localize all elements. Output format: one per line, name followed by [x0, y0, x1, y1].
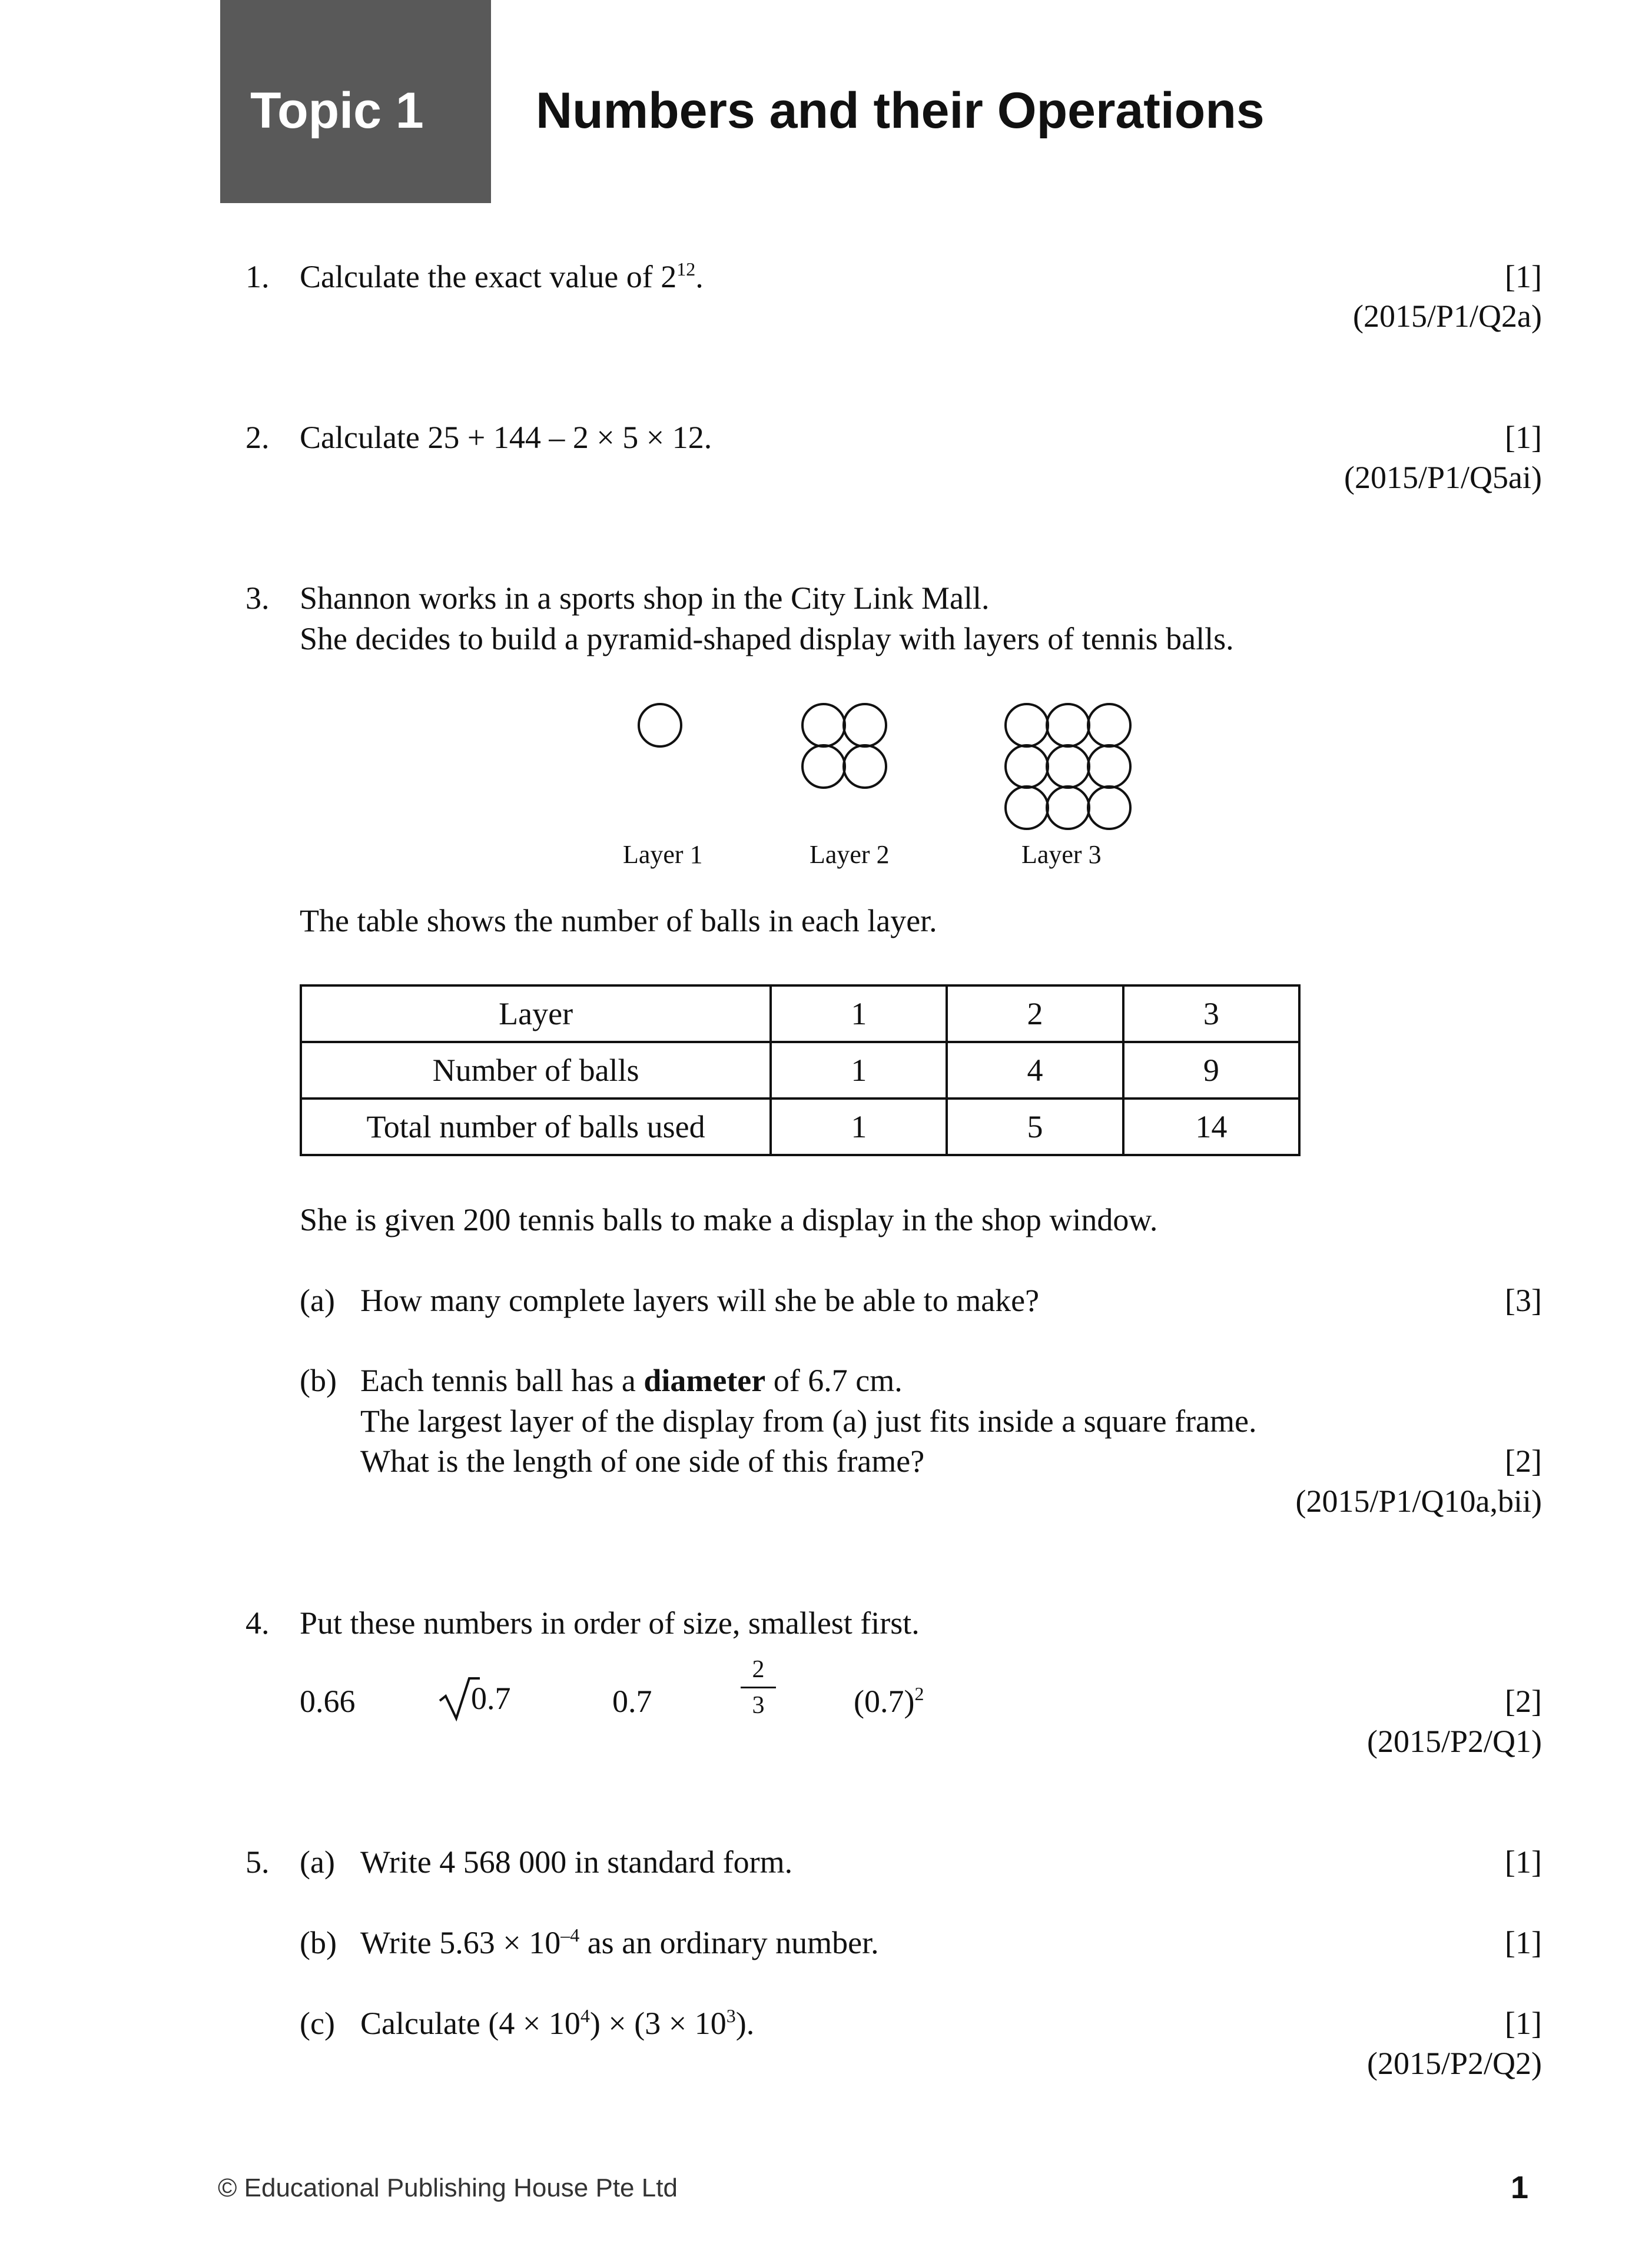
- layer3-ball: [1006, 745, 1048, 788]
- layer3-ball: [1006, 704, 1048, 746]
- table-cell: 1: [771, 985, 947, 1042]
- q4-fraction: [741, 1657, 776, 1718]
- fraction-numerator: 2: [752, 1656, 765, 1683]
- q3b-line1: Each tennis ball has a diameter of 6.7 cm.: [360, 1363, 903, 1398]
- q5-number: 5.: [246, 1844, 270, 1880]
- table-row: [301, 1042, 1299, 1099]
- q3-line1: Shannon works in a sports shop in the City Link Mall.: [300, 580, 990, 616]
- q3b-label: (b): [300, 1363, 337, 1398]
- table-cell: 3: [1123, 985, 1299, 1042]
- q4-number-root: 0.7: [471, 1681, 511, 1716]
- layer3-ball: [1088, 704, 1130, 746]
- q4-reference: (2015/P2/Q1): [1367, 1724, 1542, 1759]
- q5c-label: (c): [300, 2006, 335, 2041]
- table-row: [301, 985, 1299, 1042]
- layer3-ball: [1088, 745, 1130, 788]
- q1-marks: [1]: [1505, 259, 1542, 294]
- layer-2-caption: Layer 2: [810, 840, 890, 869]
- q3a-marks: [3]: [1505, 1283, 1542, 1318]
- layer3-ball: [1088, 786, 1130, 829]
- layer3-ball: [1006, 786, 1048, 829]
- q3b-marks: [2]: [1505, 1443, 1542, 1479]
- q5b-marks: [1]: [1505, 1925, 1542, 1960]
- q4-text: Put these numbers in order of size, smallest first.: [300, 1605, 920, 1641]
- page-title: Numbers and their Operations: [536, 82, 1265, 139]
- q4-number: 4.: [246, 1605, 270, 1641]
- q5b-label: (b): [300, 1925, 337, 1960]
- table-intro: The table shows the number of balls in each layer.: [300, 903, 937, 938]
- q3-number: 3.: [246, 580, 270, 616]
- table-cell: 2: [947, 985, 1123, 1042]
- table-cell: 4: [947, 1042, 1123, 1099]
- q5a-marks: [1]: [1505, 1844, 1542, 1880]
- layer2-ball: [802, 745, 845, 788]
- table-row: [301, 1099, 1299, 1155]
- layer2-ball: [844, 745, 886, 788]
- table-cell: Total number of balls used: [301, 1099, 771, 1155]
- fraction-denominator: 3: [752, 1692, 765, 1719]
- layer1-ball: [639, 704, 681, 746]
- q3b-line2: The largest layer of the display from (a) just fits inside a square frame.: [360, 1403, 1257, 1439]
- q4-number-point-seven: 0.7: [612, 1684, 652, 1719]
- layer-3-caption: Layer 3: [1021, 840, 1102, 869]
- topic-label: Topic 1: [250, 82, 424, 139]
- table-cell: 1: [771, 1099, 947, 1155]
- q3a-label: (a): [300, 1283, 335, 1318]
- layer3-ball: [1047, 786, 1089, 829]
- table-cell: 9: [1123, 1042, 1299, 1099]
- q2-marks: [1]: [1505, 420, 1542, 455]
- q1-text: Calculate the exact value of $2^{12}$.: [300, 258, 704, 294]
- q5c-marks: [1]: [1505, 2006, 1542, 2041]
- layer3-ball: [1047, 745, 1089, 788]
- copyright-footer: © Educational Publishing House Pte Ltd: [218, 2173, 678, 2202]
- q3-given-text: She is given 200 tennis balls to make a display in the shop window.: [300, 1202, 1158, 1237]
- tennis-ball-layers-figure: [618, 695, 1148, 848]
- table-cell: Layer: [301, 985, 771, 1042]
- q5b-text: Write $5.63 \times 10^{-4}$ as an ordinary number.: [360, 1924, 879, 1960]
- layer3-ball: [1047, 704, 1089, 746]
- q5a-label: (a): [300, 1844, 335, 1880]
- q5-reference: (2015/P2/Q2): [1367, 2046, 1542, 2081]
- layer-1-caption: Layer 1: [623, 840, 703, 869]
- q3a-text: How many complete layers will she be able to make?: [360, 1283, 1040, 1318]
- q4-number-decimal: 0.66: [300, 1684, 356, 1719]
- layer2-ball: [844, 704, 886, 746]
- q5c-text: Calculate $(4 \times 10^4) \times (3 \times 10^3)$.: [360, 2005, 755, 2041]
- q3-reference: (2015/P1/Q10a,bii): [1295, 1484, 1542, 1519]
- q2-number: 2.: [246, 420, 270, 455]
- table-cell: 14: [1123, 1099, 1299, 1155]
- q4-number-squared: $(0.7)^2$: [854, 1683, 924, 1719]
- q2-text: Calculate 25 + 144 – 2 × 5 × 12.: [300, 420, 712, 455]
- q3-line2: She decides to build a pyramid-shaped display with layers of tennis balls.: [300, 621, 1234, 656]
- q3b-line3: What is the length of one side of this frame?: [360, 1443, 925, 1479]
- q1-reference: (2015/P1/Q2a): [1353, 298, 1542, 334]
- balls-table: [300, 984, 1301, 1156]
- table-cell: 1: [771, 1042, 947, 1099]
- q1-number: 1.: [246, 259, 270, 294]
- page-number: 1: [1510, 2170, 1528, 2205]
- layer2-ball: [802, 704, 845, 746]
- q2-reference: (2015/P1/Q5ai): [1344, 460, 1542, 495]
- table-cell: 5: [947, 1099, 1123, 1155]
- table-cell: Number of balls: [301, 1042, 771, 1099]
- q4-marks: [2]: [1505, 1684, 1542, 1719]
- q5a-text: Write 4 568 000 in standard form.: [360, 1844, 793, 1880]
